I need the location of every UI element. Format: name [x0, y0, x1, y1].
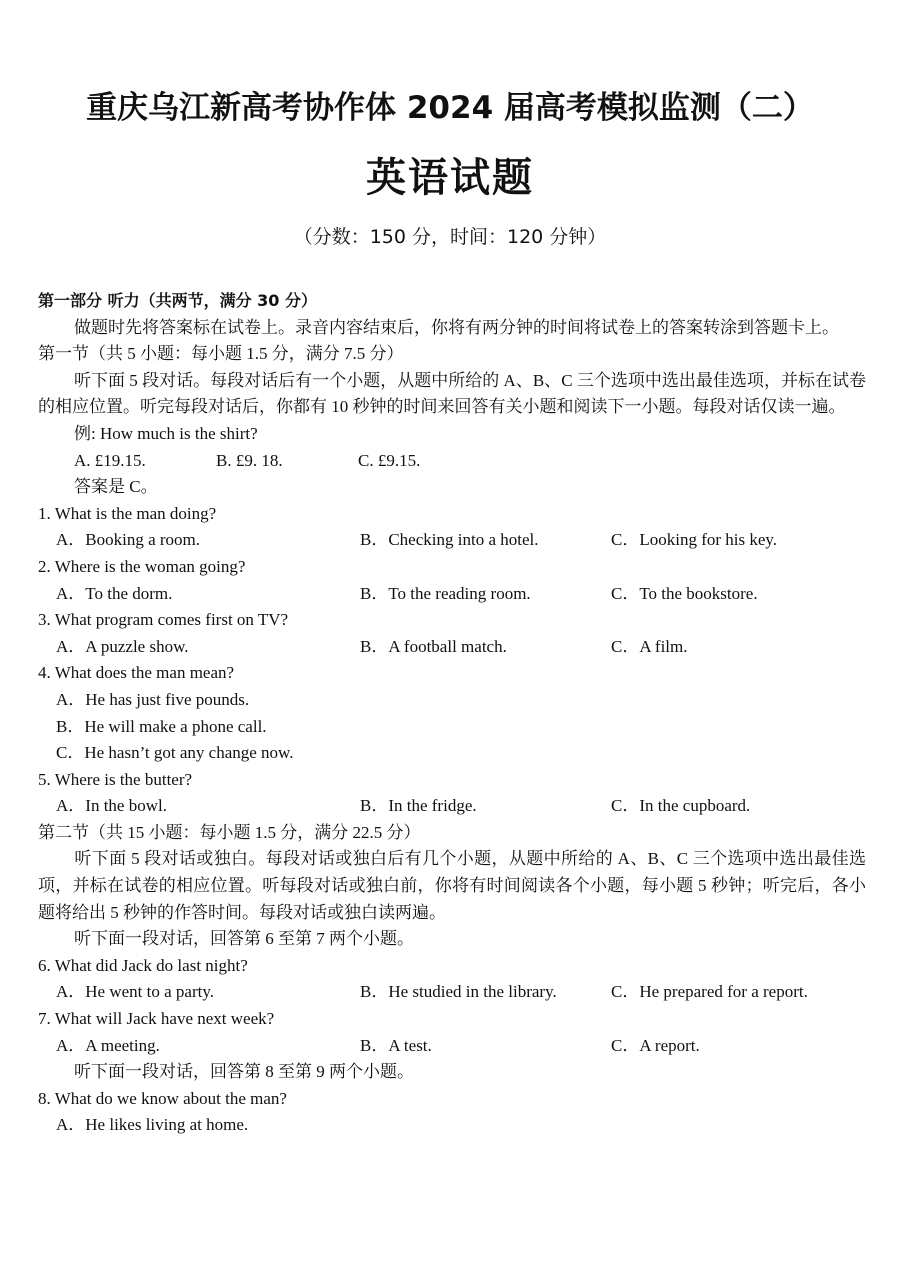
question-options — [38, 527, 866, 554]
part-instruction: 做题时先将答案标在试卷上。录音内容结束后，你将有两分钟的时间将试卷上的答案转涂到答题卡上。 — [74, 317, 839, 337]
example-option-b: B. £9. 18. — [216, 450, 283, 470]
question-text: 7. What will Jack have next week? — [38, 1009, 275, 1029]
section-instruction: 听下面 5 段对话。每段对话后有一个小题，从题中所给的 A、B、C 三个选项中选出最佳选项，并标在试卷的相应位置。听完每段对话后，你都有 10 秒钟的时间来回答有关小题和阅读下一小题。每段对话仅读一遍。 — [38, 370, 866, 417]
option-b: B．Checking into a hotel. — [360, 530, 539, 550]
option-c: C．A report. — [611, 1035, 700, 1055]
option-a: A．He has just five pounds. — [56, 689, 250, 709]
option-a: A．He went to a party. — [56, 982, 214, 1002]
question-text: 5. Where is the butter? — [38, 769, 193, 789]
option-b: B．He studied in the library. — [360, 982, 557, 1002]
section-heading: 第一节（共 5 小题：每小题 1.5 分，满分 7.5 分） — [38, 344, 404, 364]
question-options — [38, 793, 866, 820]
section-heading: 第二节（共 15 小题：每小题 1.5 分，满分 22.5 分） — [38, 822, 421, 842]
section-instruction: 听下面 5 段对话或独白。每段对话或独白后有几个小题，从题中所给的 A、B、C 三个选项中选出最佳选项，并标在试卷的相应位置。听每段对话或独白前，你将有时间阅读各个小题，每小题 5 秒钟；听完后，各小题将给出 5 秒钟的作答时间。每段对话或独白读两遍。 — [38, 849, 866, 922]
question-options — [38, 979, 866, 1006]
dialog-note: 听下面一段对话，回答第 6 至第 7 两个小题。 — [74, 929, 414, 949]
option-a: A．In the bowl. — [56, 796, 167, 816]
subject-title: 英语试题 — [366, 155, 534, 201]
example-answer: 答案是 C。 — [74, 477, 158, 497]
question-options — [38, 581, 866, 608]
exam-title: 重庆乌江新高考协作体 2024 届高考模拟监测（二） — [86, 90, 814, 126]
dialog-note: 听下面一段对话，回答第 8 至第 9 两个小题。 — [74, 1062, 414, 1082]
question-options — [38, 1033, 866, 1060]
option-b: B．A football match. — [360, 636, 507, 656]
example-question: 例: How much is the shirt? — [74, 423, 258, 443]
question-text: 8. What do we know about the man? — [38, 1088, 287, 1108]
option-a: A．Booking a room. — [56, 530, 201, 550]
part-heading: 第一部分 听力（共两节，满分 30 分） — [38, 291, 317, 310]
question-text: 6. What did Jack do last night? — [38, 955, 248, 975]
option-a: A．A puzzle show. — [56, 636, 189, 656]
exam-body — [38, 288, 866, 1139]
question-text: 2. Where is the woman going? — [38, 556, 246, 576]
option-b: B．To the reading room. — [360, 583, 531, 603]
option-c: C．Looking for his key. — [611, 530, 778, 550]
option-b: B．In the fridge. — [360, 796, 477, 816]
option-b: B．He will make a phone call. — [56, 716, 267, 736]
example-options — [38, 448, 866, 475]
option-a: A．He likes living at home. — [56, 1115, 249, 1135]
option-c: C．A film. — [611, 636, 688, 656]
example-option-a: A. £19.15. — [74, 450, 146, 470]
option-c: C．In the cupboard. — [611, 796, 751, 816]
question-options — [38, 634, 866, 661]
option-a: A．To the dorm. — [56, 583, 173, 603]
option-a: A．A meeting. — [56, 1035, 160, 1055]
example-option-c: C. £9.15. — [358, 450, 421, 470]
option-c: C．To the bookstore. — [611, 583, 758, 603]
option-c: C．He hasn’t got any change now. — [56, 743, 294, 763]
option-c: C．He prepared for a report. — [611, 982, 808, 1002]
question-text: 4. What does the man mean? — [38, 663, 235, 683]
question-text: 1. What is the man doing? — [38, 503, 217, 523]
question-text: 3. What program comes first on TV? — [38, 610, 289, 630]
option-b: B．A test. — [360, 1035, 432, 1055]
exam-meta: （分数：150 分，时间：120 分钟） — [293, 226, 607, 248]
